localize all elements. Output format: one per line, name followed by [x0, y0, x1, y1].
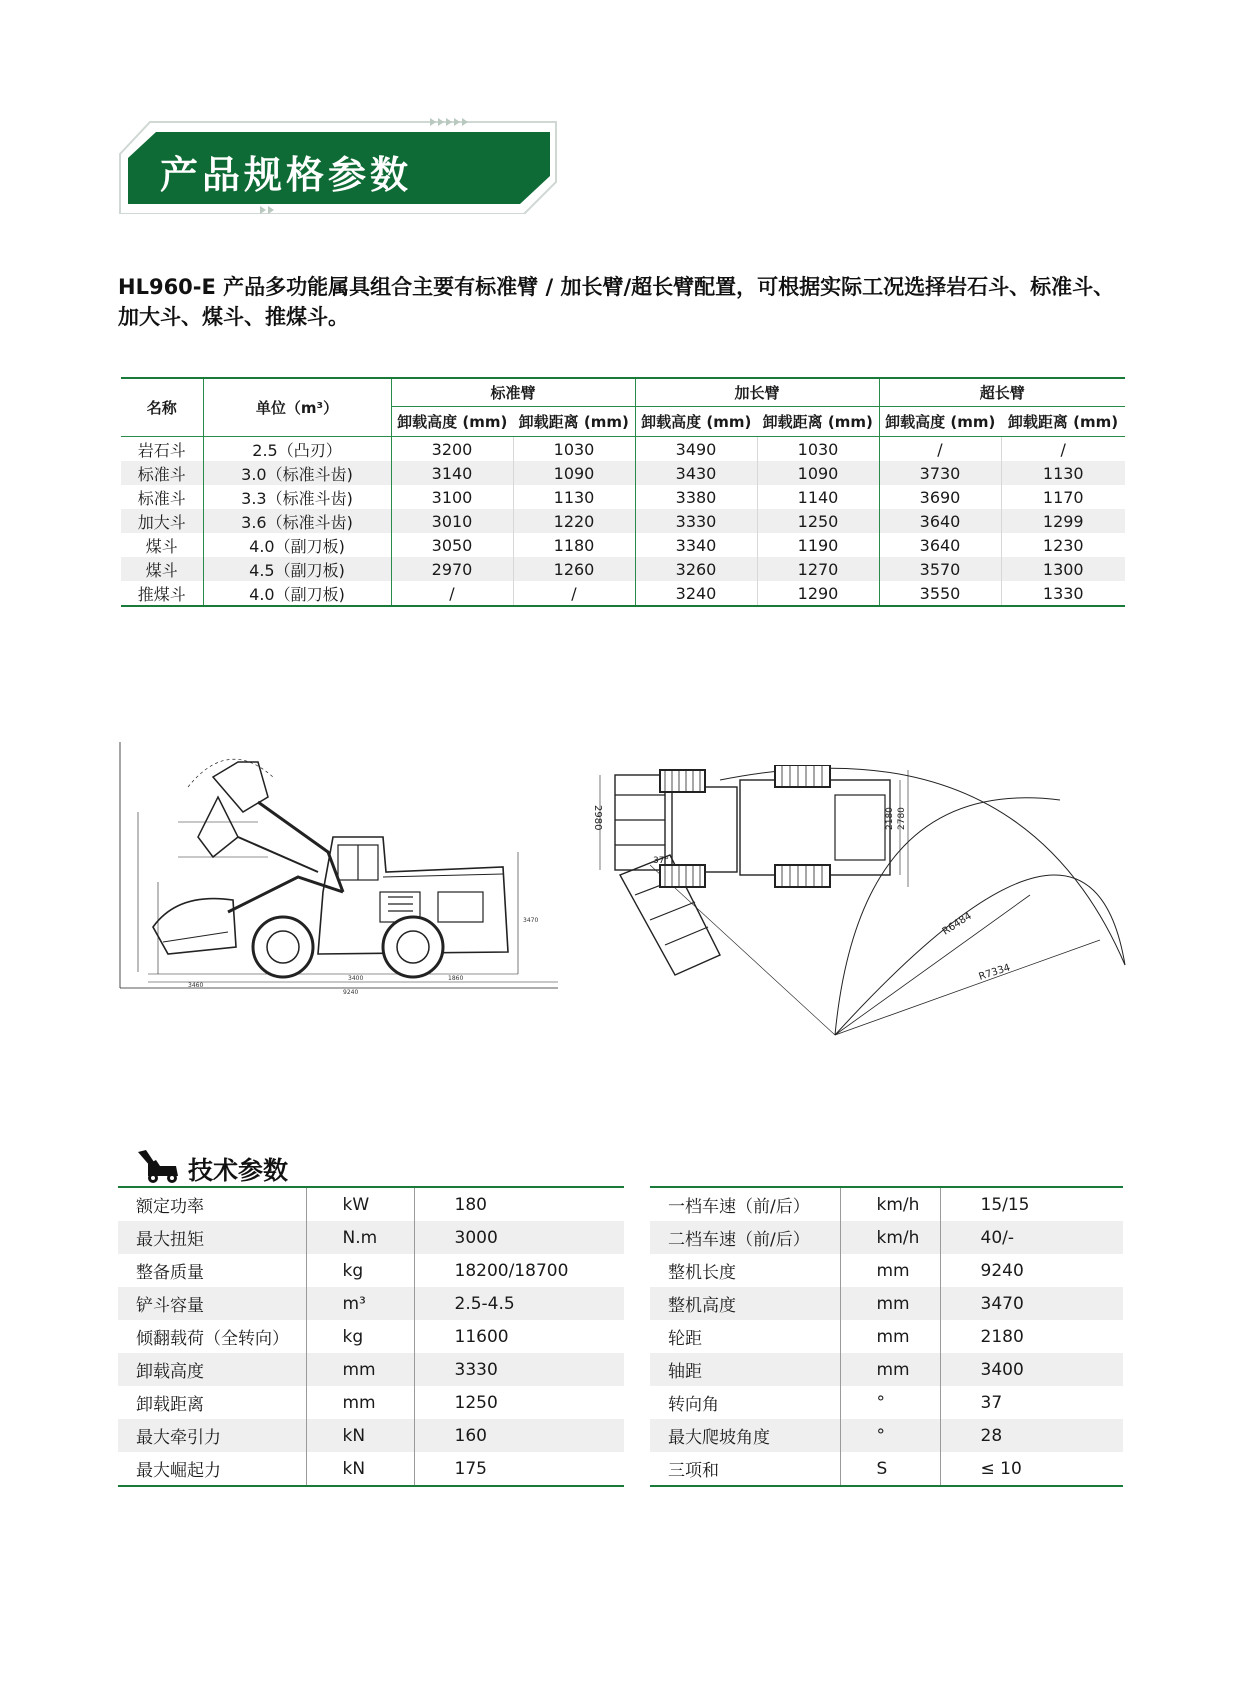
param-name: 额定功率	[118, 1187, 306, 1221]
loader-side-view-drawing	[118, 742, 560, 1014]
param-value: ≤ 10	[980, 1458, 1022, 1479]
cell: /	[513, 581, 635, 606]
param-value: 18200/18700	[454, 1260, 569, 1281]
param-unit: kN	[306, 1419, 414, 1452]
param-name: 整机高度	[650, 1287, 840, 1320]
tech-section-header	[136, 1148, 289, 1188]
param-name: 卸载距离	[118, 1386, 306, 1419]
cell: 煤斗	[145, 536, 178, 556]
table-row	[121, 437, 1125, 462]
cell: 1290	[757, 581, 879, 606]
top-dim-label: 2980	[592, 805, 603, 831]
table-row	[118, 1221, 624, 1254]
cell: 3.3（标准斗齿)	[203, 485, 391, 509]
param-value: 37	[980, 1392, 1003, 1413]
sub-header-dump-height: 卸载高度 (mm)	[879, 407, 1001, 437]
cell: 煤斗	[121, 557, 203, 581]
cell: 1220	[513, 509, 635, 533]
table-row	[118, 1386, 624, 1419]
table-row	[650, 1353, 1123, 1386]
intro-line-1: HL960-E 产品多功能属具组合主要有标准臂 / 加长臂/超长臂配置，可根据实际工况选择岩石斗、标准斗、	[118, 275, 1115, 299]
param-name: 最大扭矩	[118, 1221, 306, 1254]
param-name: 最大牵引力	[118, 1419, 306, 1452]
param-value: 175	[454, 1458, 487, 1479]
cell: 1250	[757, 509, 879, 533]
cell: 1230	[1001, 533, 1125, 557]
top-dim-label: R6484	[940, 910, 974, 938]
loader-icon	[136, 1148, 182, 1184]
param-unit: mm	[306, 1386, 414, 1419]
table-row	[118, 1353, 624, 1386]
cell: 3.0（标准斗齿)	[203, 461, 391, 485]
cell: 3330	[635, 509, 757, 533]
side-dim-label: 3470	[523, 917, 539, 924]
cell: 3690	[879, 485, 1001, 509]
cell: 3200	[391, 437, 513, 462]
tech-params-table-left	[118, 1186, 624, 1487]
cell: 1260	[513, 557, 635, 581]
param-unit: °	[840, 1386, 940, 1419]
cell: 3490	[635, 437, 757, 462]
side-dim-label: 3460	[188, 982, 204, 989]
param-value: 3000	[414, 1221, 624, 1254]
param-unit: mm	[306, 1353, 414, 1386]
cell: 2970	[391, 557, 513, 581]
table-row	[650, 1320, 1123, 1353]
param-unit: °	[840, 1419, 940, 1452]
param-name: 最大爬坡角度	[650, 1419, 840, 1452]
sub-header-dump-height: 卸载高度 (mm)	[635, 407, 757, 437]
side-dim-label: 3400	[348, 975, 364, 982]
cell: 3100	[391, 485, 513, 509]
cell: 岩石斗	[137, 440, 186, 460]
param-unit: N.m	[306, 1221, 414, 1254]
param-value: 1250	[454, 1392, 498, 1413]
table-row	[650, 1419, 1123, 1452]
param-value: 11600	[454, 1326, 509, 1347]
cell: 1030	[513, 437, 635, 462]
param-name: 最大崛起力	[118, 1452, 306, 1486]
side-dim-label: 9240	[343, 989, 359, 996]
top-dim-label: 2780	[897, 807, 907, 830]
group-header-ultra-long-arm: 超长臂	[879, 378, 1125, 407]
section-banner	[116, 118, 562, 214]
param-name: 铲斗容量	[118, 1287, 306, 1320]
cell: 3260	[635, 557, 757, 581]
sub-header-dump-height: 卸载高度 (mm)	[391, 407, 513, 437]
cell: 3380	[635, 485, 757, 509]
cell: 1140	[757, 485, 879, 509]
sub-header-dump-distance: 卸载距离 (mm)	[513, 407, 635, 437]
param-name: 整机长度	[650, 1254, 840, 1287]
table-row	[650, 1187, 1123, 1221]
loader-top-view-drawing	[590, 765, 1135, 1047]
cell: /	[391, 581, 513, 606]
cell: 1300	[1001, 557, 1125, 581]
cell: 1270	[757, 557, 879, 581]
cell: 1330	[1001, 581, 1125, 606]
table-row	[118, 1452, 624, 1486]
param-value: 180	[454, 1194, 487, 1215]
tech-params-table-right	[650, 1186, 1123, 1487]
group-header-extended-arm: 加长臂	[635, 378, 879, 407]
cell: /	[879, 437, 1001, 462]
table-row	[121, 533, 1125, 557]
table-row	[118, 1187, 624, 1221]
param-value: 9240	[980, 1260, 1024, 1281]
top-dim-label: 2180	[885, 807, 895, 830]
side-dim-label: 1860	[448, 975, 464, 982]
cell: 推煤斗	[137, 584, 186, 604]
param-name: 一档车速（前/后）	[650, 1187, 840, 1221]
param-unit: S	[840, 1452, 940, 1486]
table-row	[650, 1221, 1123, 1254]
table-row	[118, 1254, 624, 1287]
param-value: 160	[414, 1419, 624, 1452]
param-name: 整备质量	[118, 1254, 306, 1287]
param-name: 倾翻载荷（全转向）	[118, 1320, 306, 1353]
group-header-standard-arm: 标准臂	[391, 378, 635, 407]
param-name: 轮距	[650, 1320, 840, 1353]
param-value: 3470	[940, 1287, 1123, 1320]
table-row	[650, 1452, 1123, 1486]
table-row	[121, 485, 1125, 509]
param-unit: km/h	[840, 1221, 940, 1254]
param-value: 3400	[940, 1353, 1123, 1386]
cell: 3240	[635, 581, 757, 606]
param-unit: mm	[840, 1353, 940, 1386]
param-unit: mm	[840, 1287, 940, 1320]
cell: 标准斗	[137, 488, 186, 508]
table-row	[118, 1320, 624, 1353]
col-header-unit: 单位（m³）	[203, 378, 391, 437]
table-row	[118, 1419, 624, 1452]
param-name: 三项和	[650, 1452, 840, 1486]
cell: 1170	[1001, 485, 1125, 509]
cell: 2.5（凸刃）	[203, 437, 391, 462]
cell: 3640	[879, 509, 1001, 533]
top-dim-label: 37°	[653, 856, 669, 866]
param-name: 转向角	[650, 1386, 840, 1419]
top-dim-label: R7334	[977, 962, 1012, 983]
cell: 3430	[635, 461, 757, 485]
param-unit: mm	[840, 1254, 940, 1287]
param-unit: mm	[840, 1320, 940, 1353]
cell: 1090	[757, 461, 879, 485]
cell: 3550	[879, 581, 1001, 606]
cell: 1130	[1001, 461, 1125, 485]
cell: 4.0（副刀板)	[203, 581, 391, 606]
page-title: 产品规格参数	[160, 153, 413, 197]
cell: 4.0（副刀板)	[203, 533, 391, 557]
param-name: 二档车速（前/后）	[650, 1221, 840, 1254]
cell: 3050	[391, 533, 513, 557]
param-unit: kg	[306, 1254, 414, 1287]
param-unit: kg	[306, 1320, 414, 1353]
cell: 1090	[513, 461, 635, 485]
cell: 3730	[879, 461, 1001, 485]
cell: 标准斗	[121, 461, 203, 485]
cell: 3340	[635, 533, 757, 557]
param-name: 卸载高度	[118, 1353, 306, 1386]
table-row	[118, 1287, 624, 1320]
cell: 3570	[879, 557, 1001, 581]
cell: /	[1001, 437, 1125, 462]
table-row	[650, 1254, 1123, 1287]
param-unit: km/h	[840, 1187, 940, 1221]
bucket-spec-table	[121, 377, 1125, 607]
sub-header-dump-distance: 卸载距离 (mm)	[1001, 407, 1125, 437]
table-row	[650, 1386, 1123, 1419]
param-unit: m³	[306, 1287, 414, 1320]
table-row	[121, 509, 1125, 533]
cell: 3140	[391, 461, 513, 485]
param-value: 40/-	[940, 1221, 1123, 1254]
cell: 3010	[391, 509, 513, 533]
table-row	[121, 557, 1125, 581]
intro-line-2: 加大斗、煤斗、推煤斗。	[118, 305, 349, 329]
table-row	[121, 581, 1125, 606]
tech-section-title: 技术参数	[188, 1156, 289, 1185]
param-name: 轴距	[650, 1353, 840, 1386]
param-value: 28	[940, 1419, 1123, 1452]
cell: 加大斗	[121, 509, 203, 533]
param-value: 2.5-4.5	[414, 1287, 624, 1320]
cell: 1180	[513, 533, 635, 557]
param-value: 15/15	[980, 1194, 1030, 1215]
cell: 4.5（副刀板)	[203, 557, 391, 581]
cell: 1190	[757, 533, 879, 557]
cell: 3640	[879, 533, 1001, 557]
col-header-name: 名称	[121, 378, 203, 437]
sub-header-dump-distance: 卸载距离 (mm)	[757, 407, 879, 437]
cell: 1030	[757, 437, 879, 462]
param-value: 3330	[414, 1353, 624, 1386]
table-row	[650, 1287, 1123, 1320]
intro-paragraph	[118, 272, 1128, 332]
param-unit: kW	[306, 1187, 414, 1221]
cell: 1299	[1001, 509, 1125, 533]
table-row	[121, 461, 1125, 485]
cell: 1130	[513, 485, 635, 509]
param-value: 2180	[980, 1326, 1024, 1347]
cell: 3.6（标准斗齿)	[203, 509, 391, 533]
param-unit: kN	[306, 1452, 414, 1486]
